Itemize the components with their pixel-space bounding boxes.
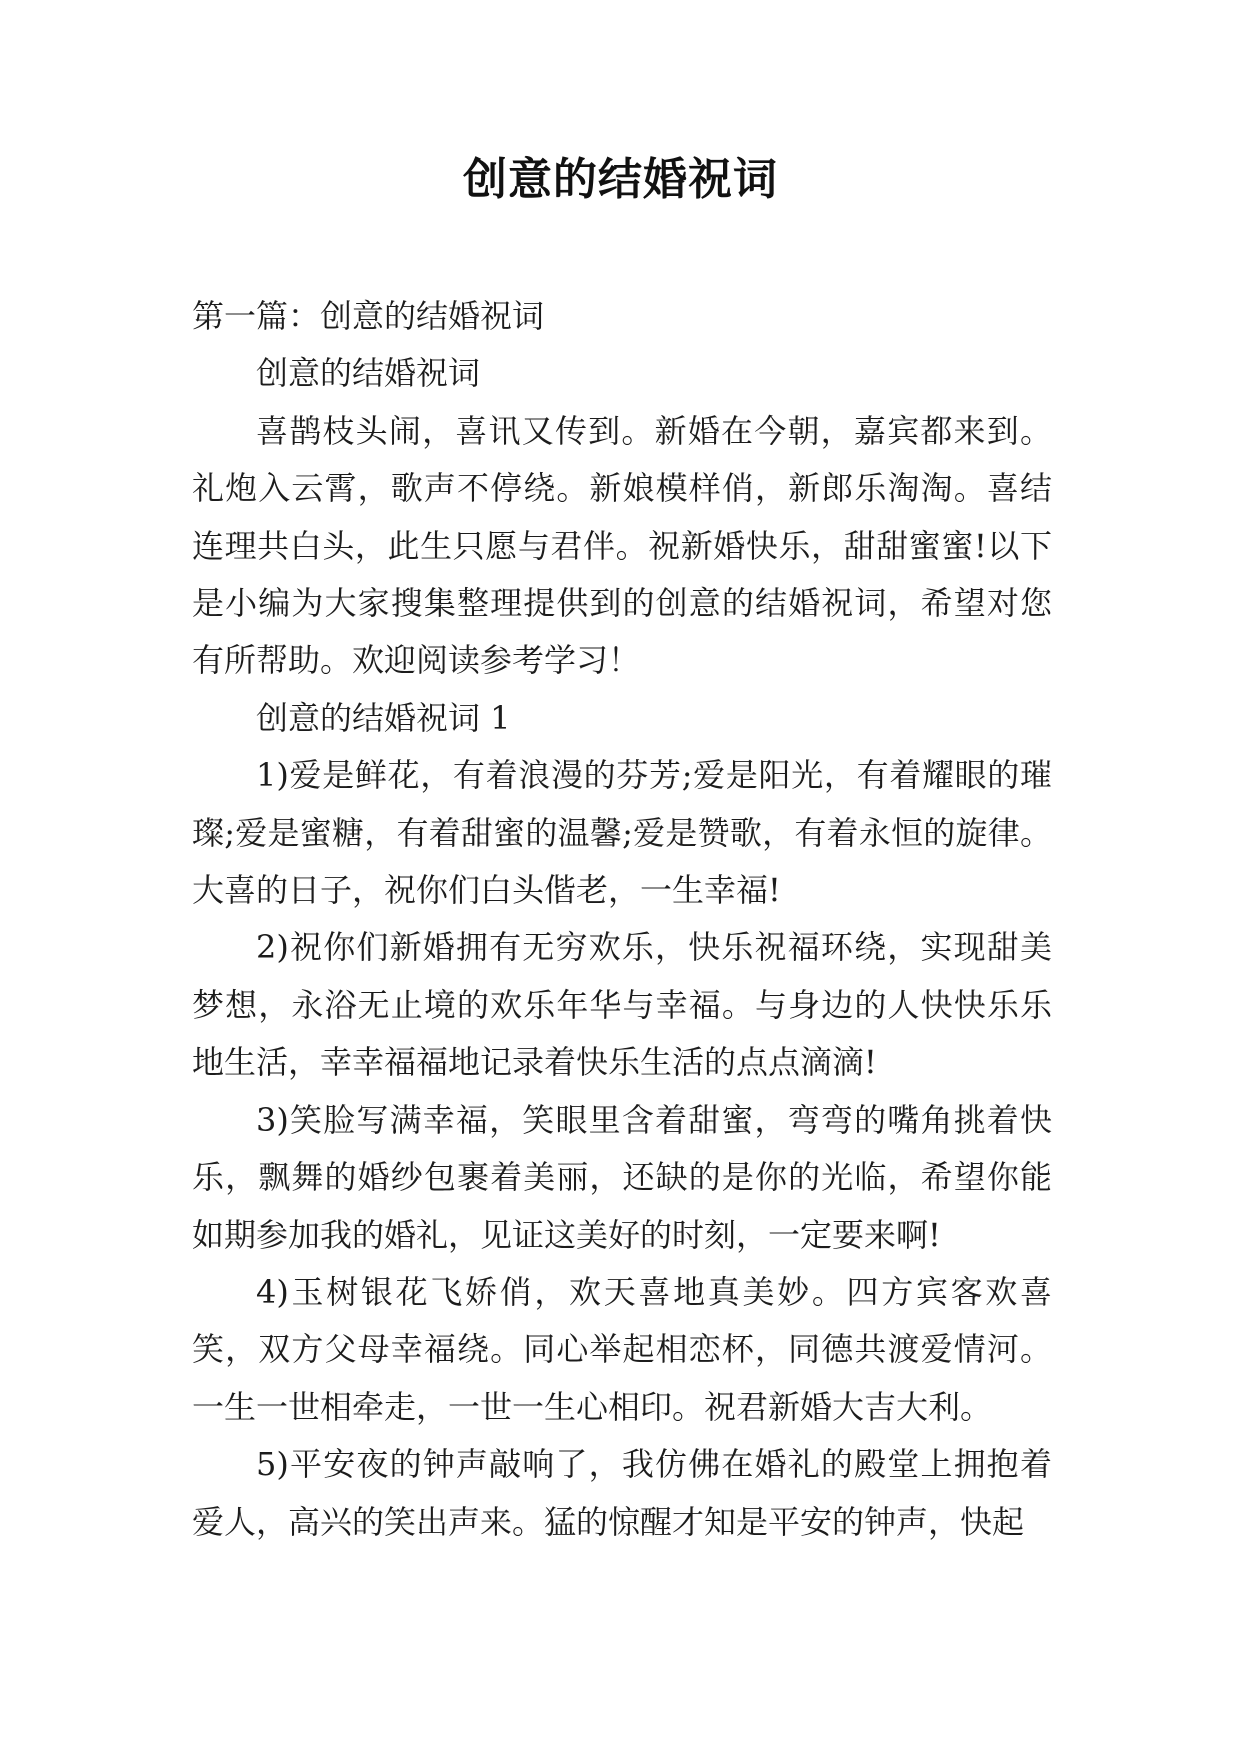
intro-paragraph: 喜鹊枝头闹，喜讯又传到。新婚在今朝，嘉宾都来到。礼炮入云霄，歌声不停绕。新娘模样俏，新郎乐淘淘。喜结连理共白头，此生只愿与君伴。祝新婚快乐，甜甜蜜蜜!以下是小编为大家搜集整理提供到的创意的结婚祝词，希望对您有所帮助。欢迎阅读参考学习！ [192,411,1052,680]
wish-paragraph-1: 1)爱是鲜花，有着浪漫的芬芳;爱是阳光，有着耀眼的璀璨;爱是蜜糖，有着甜蜜的温馨;爱是赞歌，有着永恒的旋律。大喜的日子，祝你们白头偕老，一生幸福! [192,756,1052,910]
subsection-heading-1: 创意的结婚祝词 1 [256,698,511,737]
section-heading: 第一篇：创意的结婚祝词 [192,297,545,335]
wish-paragraph-3: 3)笑脸写满幸福，笑眼里含着甜蜜，弯弯的嘴角挑着快乐，飘舞的婚纱包裹着美丽，还缺的是你的光临，希望你能如期参加我的婚礼，见证这美好的时刻，一定要来啊! [192,1100,1052,1254]
document-title: 创意的结婚祝词 [463,154,778,205]
subsection-heading: 创意的结婚祝词 [256,354,481,393]
wish-paragraph-4: 4)玉树银花飞娇俏，欢天喜地真美妙。四方宾客欢喜笑，双方父母幸福绕。同心举起相恋杯，同德共渡爱情河。一生一世相牵走，一世一生心相印。祝君新婚大吉大利。 [192,1272,1052,1426]
wish-paragraph-2: 2)祝你们新婚拥有无穷欢乐，快乐祝福环绕，实现甜美梦想，永浴无止境的欢乐年华与幸福。与身边的人快快乐乐地生活，幸幸福福地记录着快乐生活的点点滴滴! [192,928,1052,1082]
document-body [192,288,1052,1551]
wish-paragraph-5: 5)平安夜的钟声敲响了，我仿佛在婚礼的殿堂上拥抱着爱人，高兴的笑出声来。猛的惊醒才知是平安的钟声，快起 [192,1445,1052,1541]
